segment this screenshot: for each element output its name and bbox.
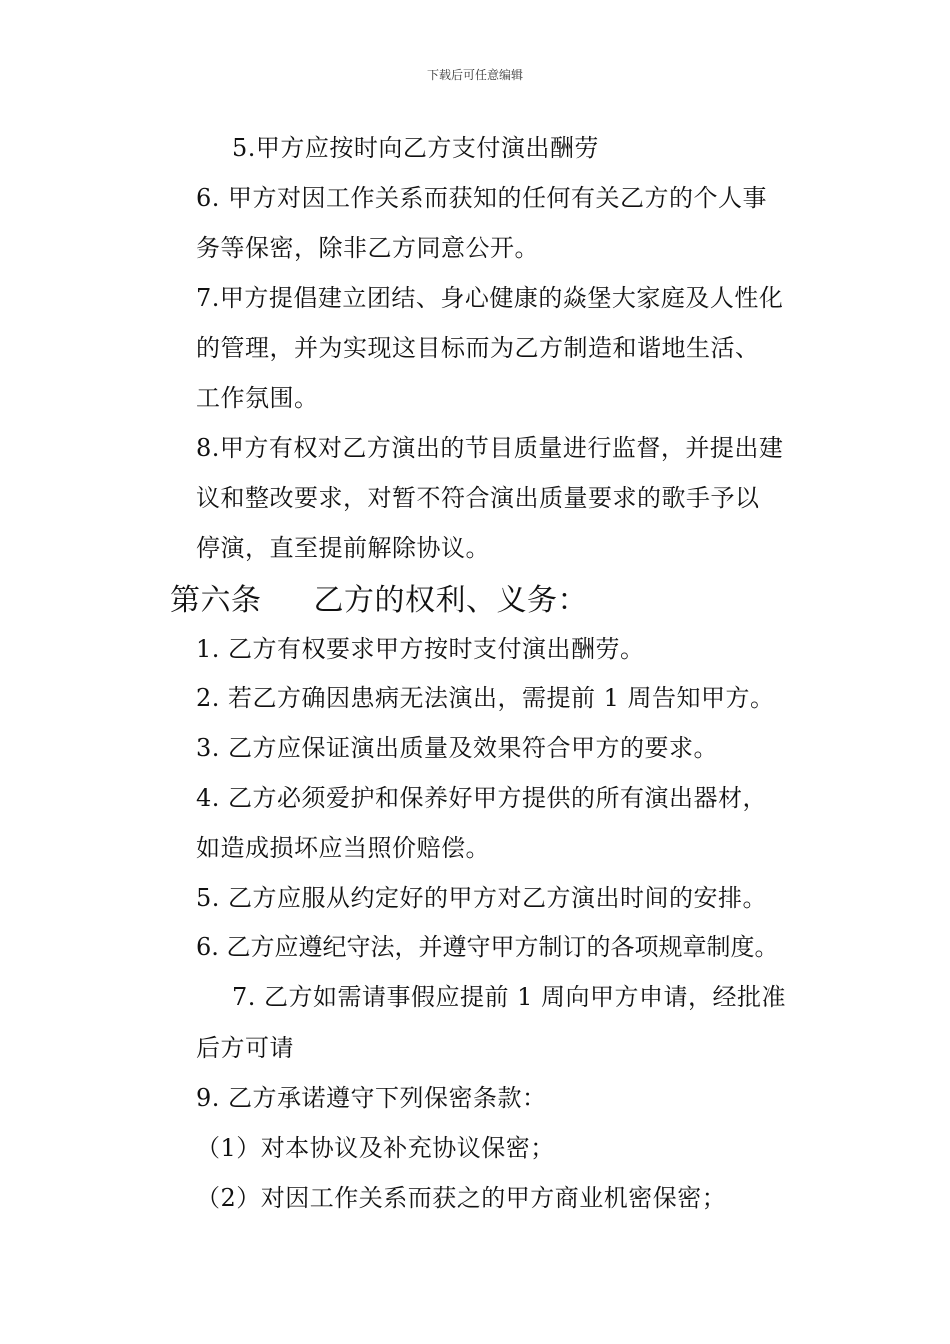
section-line: 如造成损坏应当照价赔偿。 bbox=[196, 834, 490, 862]
section-line: 5. 乙方应服从约定好的甲方对乙方演出时间的安排。 bbox=[196, 884, 768, 912]
section-line: 2. 若乙方确因患病无法演出，需提前 1 周告知甲方。 bbox=[196, 684, 775, 712]
clause-line: 5.甲方应按时向乙方支付演出酬劳 bbox=[232, 134, 599, 162]
clause-line: 的管理，并为实现这目标而为乙方制造和谐地生活、 bbox=[196, 334, 760, 362]
section-heading bbox=[170, 583, 588, 619]
section-line: （2）对因工作关系而获之的甲方商业机密保密； bbox=[196, 1184, 727, 1212]
section-title: 乙方的权利、义务： bbox=[313, 583, 588, 618]
clause-line: 7.甲方提倡建立团结、身心健康的焱堡大家庭及人性化 bbox=[196, 284, 784, 312]
section-line: 6. 乙方应遵纪守法，并遵守甲方制订的各项规章制度。 bbox=[196, 933, 779, 961]
section-line: 7. 乙方如需请事假应提前 1 周向甲方申请，经批准 bbox=[232, 983, 787, 1011]
section-line: （1）对本协议及补充协议保密； bbox=[196, 1134, 555, 1162]
section-line: 9. 乙方承诺遵守下列保密条款： bbox=[196, 1084, 547, 1112]
clause-line: 8.甲方有权对乙方演出的节目质量进行监督，并提出建 bbox=[196, 434, 784, 462]
clause-line: 议和整改要求，对暂不符合演出质量要求的歌手予以 bbox=[196, 484, 760, 512]
page-header: 下载后可任意编辑 bbox=[426, 68, 523, 82]
clause-line: 工作氛围。 bbox=[196, 384, 319, 412]
clause-line: 务等保密，除非乙方同意公开。 bbox=[196, 234, 539, 262]
section-line: 3. 乙方应保证演出质量及效果符合甲方的要求。 bbox=[196, 734, 719, 762]
clause-line: 6. 甲方对因工作关系而获知的任何有关乙方的个人事 bbox=[196, 184, 768, 212]
section-number: 第六条 bbox=[170, 583, 262, 618]
section-line: 4. 乙方必须爱护和保养好甲方提供的所有演出器材， bbox=[196, 784, 768, 812]
clause-line: 停演，直至提前解除协议。 bbox=[196, 534, 490, 562]
section-line: 1. 乙方有权要求甲方按时支付演出酬劳。 bbox=[196, 635, 645, 663]
section-line: 后方可请 bbox=[196, 1034, 294, 1062]
